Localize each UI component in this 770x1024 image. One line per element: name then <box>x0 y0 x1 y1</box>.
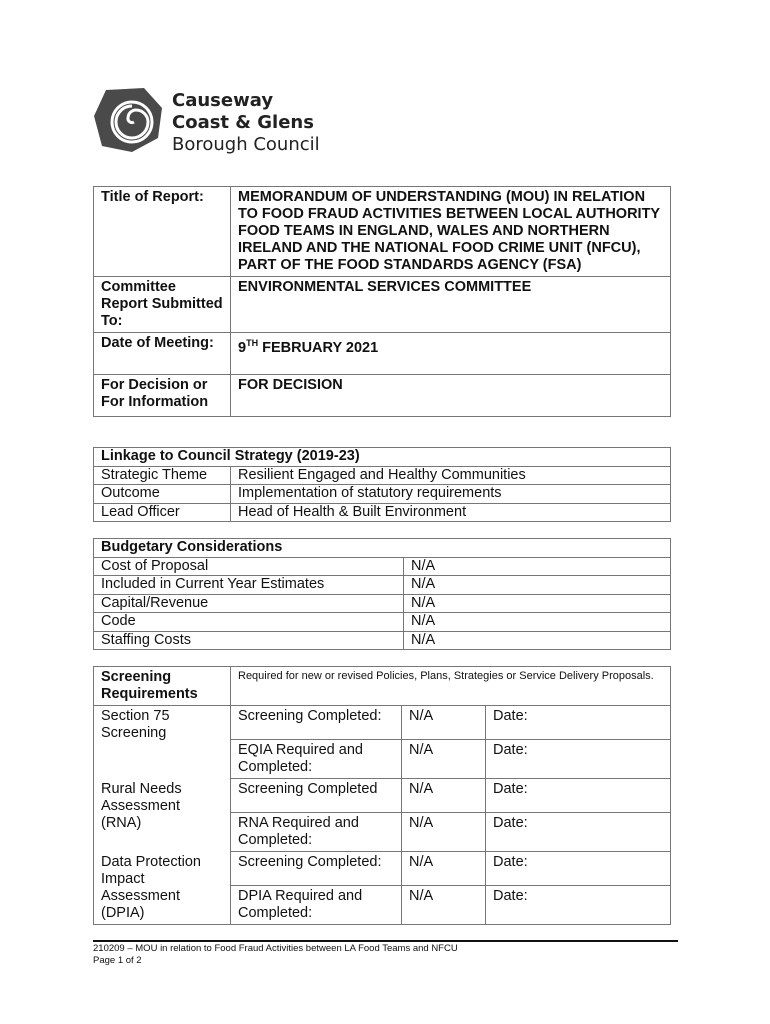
decision-row <box>94 375 671 417</box>
screening-value: N/A <box>402 706 486 740</box>
screening-date: Date: <box>486 706 671 740</box>
logo-line-3: Borough Council <box>172 134 320 155</box>
screening-date: Date: <box>486 779 671 813</box>
screening-group-label: Section 75 Screening <box>94 706 231 779</box>
title-value: MEMORANDUM OF UNDERSTANDING (MOU) IN RELATION TO FOOD FRAUD ACTIVITIES BETWEEN LOCAL AUTHORITY FOOD TEAMS IN ENGLAND, WALES AND NORTHERN IRELAND AND THE NATIONAL FOOD CRIME UNIT (NFCU), PART OF THE FOOD STANDARDS AGENCY (FSA) <box>231 187 671 277</box>
footer-divider <box>93 940 678 942</box>
screening-date: Date: <box>486 813 671 852</box>
linkage-table <box>93 447 671 522</box>
date-label: Date of Meeting: <box>94 333 231 375</box>
budget-value: N/A <box>404 631 671 650</box>
screening-item: Screening Completed: <box>231 852 402 886</box>
screening-value: N/A <box>402 886 486 925</box>
decision-value: FOR DECISION <box>231 375 671 417</box>
screening-date: Date: <box>486 740 671 779</box>
committee-row <box>94 277 671 333</box>
spiral-logo-icon <box>92 86 164 154</box>
budget-value: N/A <box>404 594 671 613</box>
budget-label: Cost of Proposal <box>94 557 404 576</box>
screening-note: Required for new or revised Policies, Plans, Strategies or Service Delivery Proposals. <box>231 667 671 706</box>
screening-group-label: Data Protection Impact Assessment (DPIA) <box>94 852 231 925</box>
linkage-label: Outcome <box>94 485 231 504</box>
logo-line-2: Coast & Glens <box>172 112 314 133</box>
linkage-value: Implementation of statutory requirements <box>231 485 671 504</box>
linkage-heading-row <box>94 448 671 467</box>
table-row <box>94 466 671 485</box>
date-day: 9 <box>238 339 247 356</box>
report-details-table <box>93 186 671 417</box>
screening-value: N/A <box>402 740 486 779</box>
budget-label: Capital/Revenue <box>94 594 404 613</box>
council-name <box>172 90 320 156</box>
page-footer <box>93 943 458 967</box>
screening-item: Screening Completed: <box>231 706 402 740</box>
budget-value: N/A <box>404 576 671 595</box>
table-row <box>94 485 671 504</box>
table-row <box>94 706 671 740</box>
screening-item: DPIA Required and Completed: <box>231 886 402 925</box>
screening-value: N/A <box>402 813 486 852</box>
date-value <box>231 333 671 375</box>
page-number: Page 1 of 2 <box>93 955 142 966</box>
committee-label: Committee Report Submitted To: <box>94 277 231 333</box>
council-logo <box>92 86 332 156</box>
table-row <box>94 852 671 886</box>
linkage-heading: Linkage to Council Strategy (2019-23) <box>94 448 671 467</box>
budget-heading-row <box>94 539 671 558</box>
table-row <box>94 613 671 632</box>
decision-label: For Decision or For Information <box>94 375 231 417</box>
table-row <box>94 557 671 576</box>
date-month-year: FEBRUARY 2021 <box>258 339 379 356</box>
date-row <box>94 333 671 375</box>
table-row <box>94 631 671 650</box>
budget-heading: Budgetary Considerations <box>94 539 671 558</box>
screening-date: Date: <box>486 852 671 886</box>
screening-table <box>93 666 671 925</box>
footer-reference: 210209 – MOU in relation to Food Fraud Activities between LA Food Teams and NFCU <box>93 943 458 954</box>
linkage-label: Lead Officer <box>94 503 231 522</box>
screening-heading-row <box>94 667 671 706</box>
linkage-label: Strategic Theme <box>94 466 231 485</box>
screening-date: Date: <box>486 886 671 925</box>
committee-value: ENVIRONMENTAL SERVICES COMMITTEE <box>231 277 671 333</box>
screening-item: RNA Required and Completed: <box>231 813 402 852</box>
title-row <box>94 187 671 277</box>
table-row <box>94 503 671 522</box>
budget-label: Included in Current Year Estimates <box>94 576 404 595</box>
date-suffix: TH <box>246 338 259 348</box>
screening-group-label: Rural Needs Assessment (RNA) <box>94 779 231 852</box>
screening-value: N/A <box>402 779 486 813</box>
table-row <box>94 779 671 813</box>
budget-label: Staffing Costs <box>94 631 404 650</box>
budget-value: N/A <box>404 557 671 576</box>
table-row <box>94 576 671 595</box>
screening-heading: Screening Requirements <box>94 667 231 706</box>
title-label: Title of Report: <box>94 187 231 277</box>
linkage-value: Resilient Engaged and Healthy Communities <box>231 466 671 485</box>
screening-value: N/A <box>402 852 486 886</box>
budget-value: N/A <box>404 613 671 632</box>
budget-table <box>93 538 671 650</box>
logo-line-1: Causeway <box>172 90 274 111</box>
linkage-value: Head of Health & Built Environment <box>231 503 671 522</box>
screening-item: EQIA Required and Completed: <box>231 740 402 779</box>
budget-label: Code <box>94 613 404 632</box>
screening-item: Screening Completed <box>231 779 402 813</box>
table-row <box>94 594 671 613</box>
